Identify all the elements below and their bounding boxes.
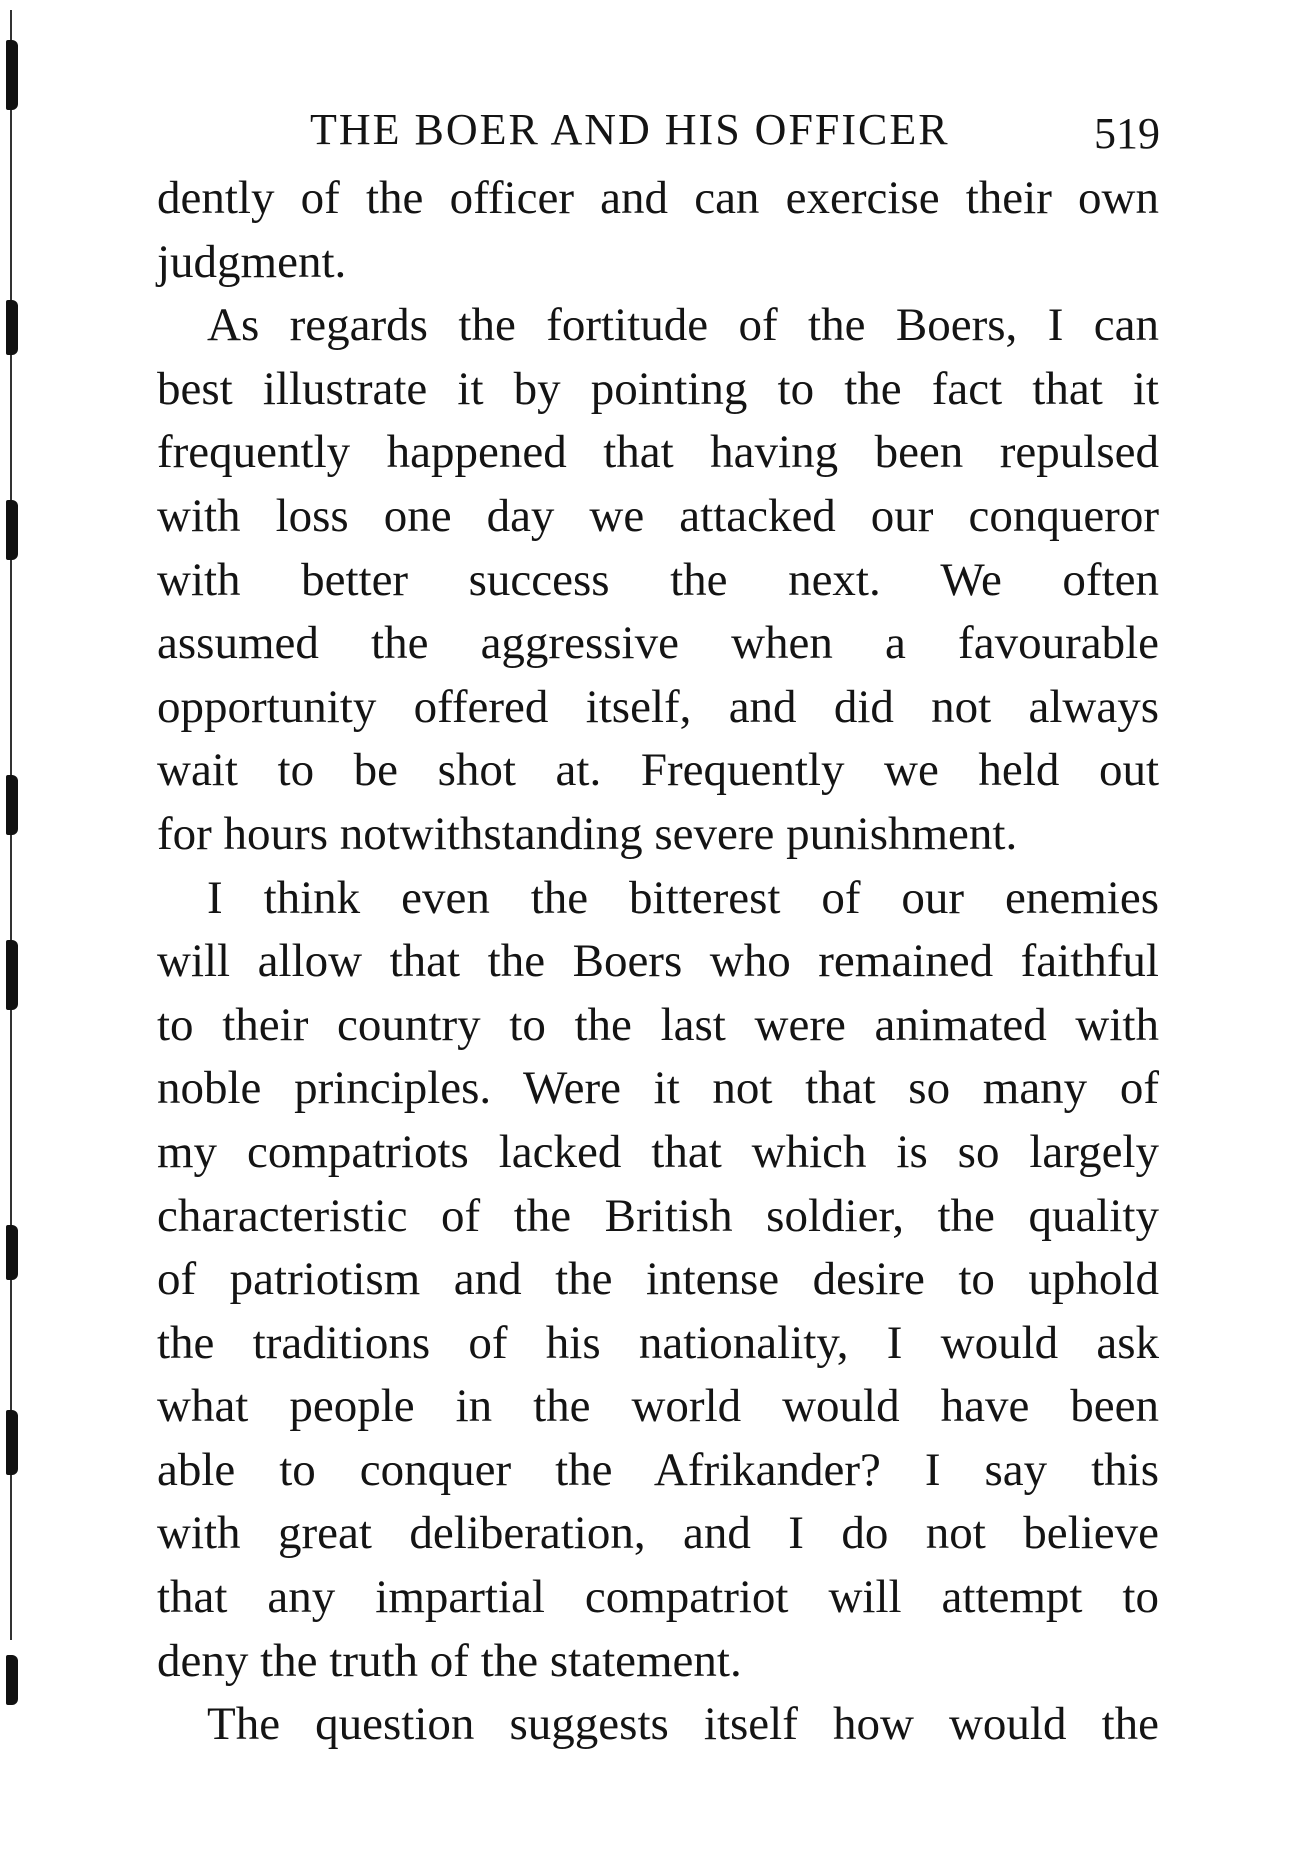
text-line: dently of the officer and can exercise their own xyxy=(157,172,1159,224)
text-line: to their country to the last were animated with xyxy=(157,998,1159,1051)
binding-rule xyxy=(10,560,12,1260)
text-line: assumed the aggressive when a favourable xyxy=(157,617,1159,670)
text-line: with great deliberation, and I do not believe xyxy=(157,1507,1159,1560)
text-line: with better success the next. We often xyxy=(157,553,1159,606)
body-text xyxy=(157,167,1159,1757)
text-line: judgment. xyxy=(157,235,347,288)
page-number: 519 xyxy=(1094,109,1160,158)
binding-mark xyxy=(6,1410,18,1475)
binding-edge xyxy=(0,0,40,1870)
text-line: of patriotism and the intense desire to uphold xyxy=(157,1253,1159,1306)
text-line: best illustrate it by pointing to the fact that it xyxy=(157,362,1159,415)
binding-mark xyxy=(6,940,18,1010)
text-line: frequently happened that having been repulsed xyxy=(157,426,1159,479)
binding-mark xyxy=(6,775,18,835)
text-line: able to conquer the Afrikander? I say this xyxy=(157,1443,1159,1496)
text-line: will allow that the Boers who remained faithful xyxy=(157,935,1159,988)
text-line: opportunity offered itself, and did not always xyxy=(157,680,1159,733)
binding-mark xyxy=(6,500,18,560)
text-line: that any impartial compatriot will attempt to xyxy=(157,1571,1159,1624)
text-line: The question suggests itself how would the xyxy=(207,1698,1159,1751)
text-line: what people in the world would have been xyxy=(157,1380,1159,1433)
text-line: my compatriots lacked that which is so largely xyxy=(157,1125,1159,1178)
text-line: As regards the fortitude of the Boers, I can xyxy=(207,299,1159,352)
text-line: noble principles. Were it not that so many of xyxy=(157,1062,1159,1115)
binding-mark xyxy=(6,40,18,110)
text-line: for hours notwithstanding severe punishment. xyxy=(157,807,1018,860)
binding-mark xyxy=(6,300,18,355)
text-line: deny the truth of the statement. xyxy=(157,1634,742,1687)
running-title: THE BOER AND HIS OFFICER xyxy=(310,105,950,154)
running-head xyxy=(160,100,1160,160)
text-line: the traditions of his nationality, I would ask xyxy=(157,1316,1159,1369)
binding-mark xyxy=(6,1655,18,1705)
binding-mark xyxy=(6,1225,18,1280)
text-line: wait to be shot at. Frequently we held out xyxy=(157,744,1159,797)
text-line: I think even the bitterest of our enemies xyxy=(207,871,1159,924)
text-line: with loss one day we attacked our conqueror xyxy=(157,489,1159,542)
text-line: characteristic of the British soldier, the quality xyxy=(157,1189,1159,1242)
